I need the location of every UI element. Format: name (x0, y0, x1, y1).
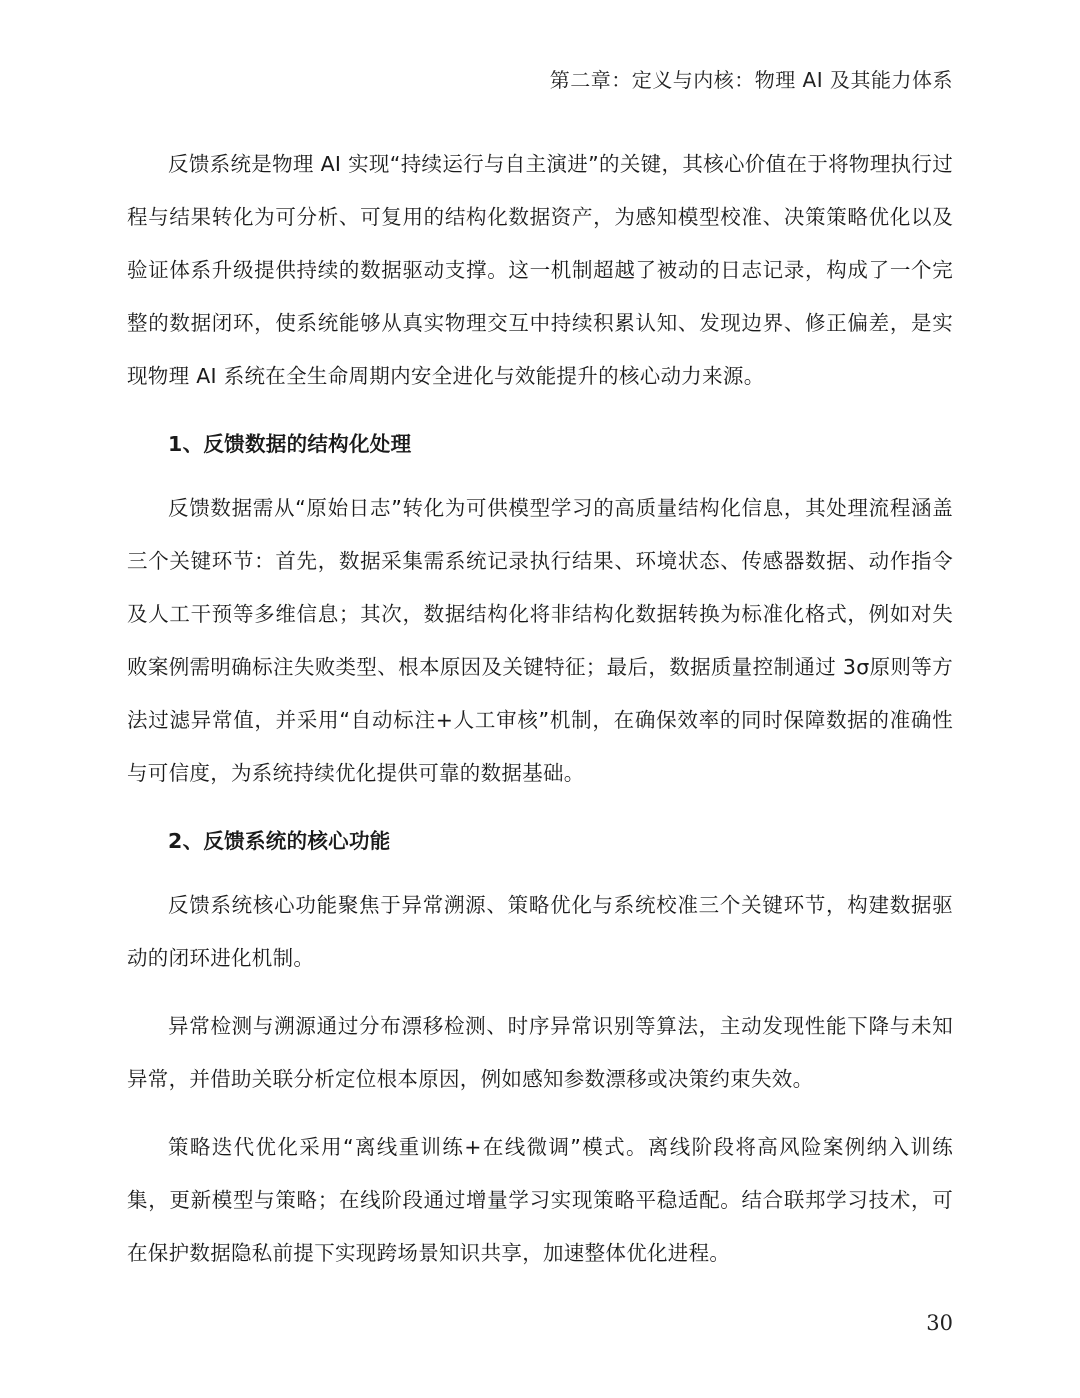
running-header: 第二章：定义与内核：物理 AI 及其能力体系 (549, 68, 953, 92)
section-1-paragraph: 反馈数据需从“原始日志”转化为可供模型学习的高质量结构化信息，其处理流程涵盖三个关键环节：首先，数据采集需系统记录执行结果、环境状态、传感器数据、动作指令及人工干预等多维信息；其次，数据结构化将非结构化数据转换为标准化格式，例如对失败案例需明确标注失败类型、根本原因及关键特征；最后，数据质量控制通过 3σ原则等方法过滤异常值，并采用“自动标注+人工审核”机制，在确保效率的同时保障数据的准确性与可信度，为系统持续优化提供可靠的数据基础。 (127, 496, 953, 785)
page-number: 30 (926, 1311, 953, 1335)
section-2-paragraph-2: 异常检测与溯源通过分布漂移检测、时序异常识别等算法，主动发现性能下降与未知异常，并借助关联分析定位根本原因，例如感知参数漂移或决策约束失效。 (127, 1014, 953, 1091)
section-1-heading: 1、反馈数据的结构化处理 (168, 432, 412, 456)
intro-paragraph: 反馈系统是物理 AI 实现“持续运行与自主演进”的关键，其核心价值在于将物理执行过程与结果转化为可分析、可复用的结构化数据资产，为感知模型校准、决策策略优化以及验证体系升级提供持续的数据驱动支撑。这一机制超越了被动的日志记录，构成了一个完整的数据闭环，使系统能够从真实物理交互中持续积累认知、发现边界、修正偏差，是实现物理 AI 系统在全生命周期内安全进化与效能提升的核心动力来源。 (127, 152, 953, 388)
body-text (127, 138, 953, 1295)
section-2-paragraph-1: 反馈系统核心功能聚焦于异常溯源、策略优化与系统校准三个关键环节，构建数据驱动的闭环进化机制。 (127, 893, 953, 970)
section-2-heading: 2、反馈系统的核心功能 (168, 829, 391, 853)
section-2-paragraph-3: 策略迭代优化采用“离线重训练+在线微调”模式。离线阶段将高风险案例纳入训练集，更新模型与策略；在线阶段通过增量学习实现策略平稳适配。结合联邦学习技术，可在保护数据隐私前提下实现跨场景知识共享，加速整体优化进程。 (127, 1135, 953, 1265)
